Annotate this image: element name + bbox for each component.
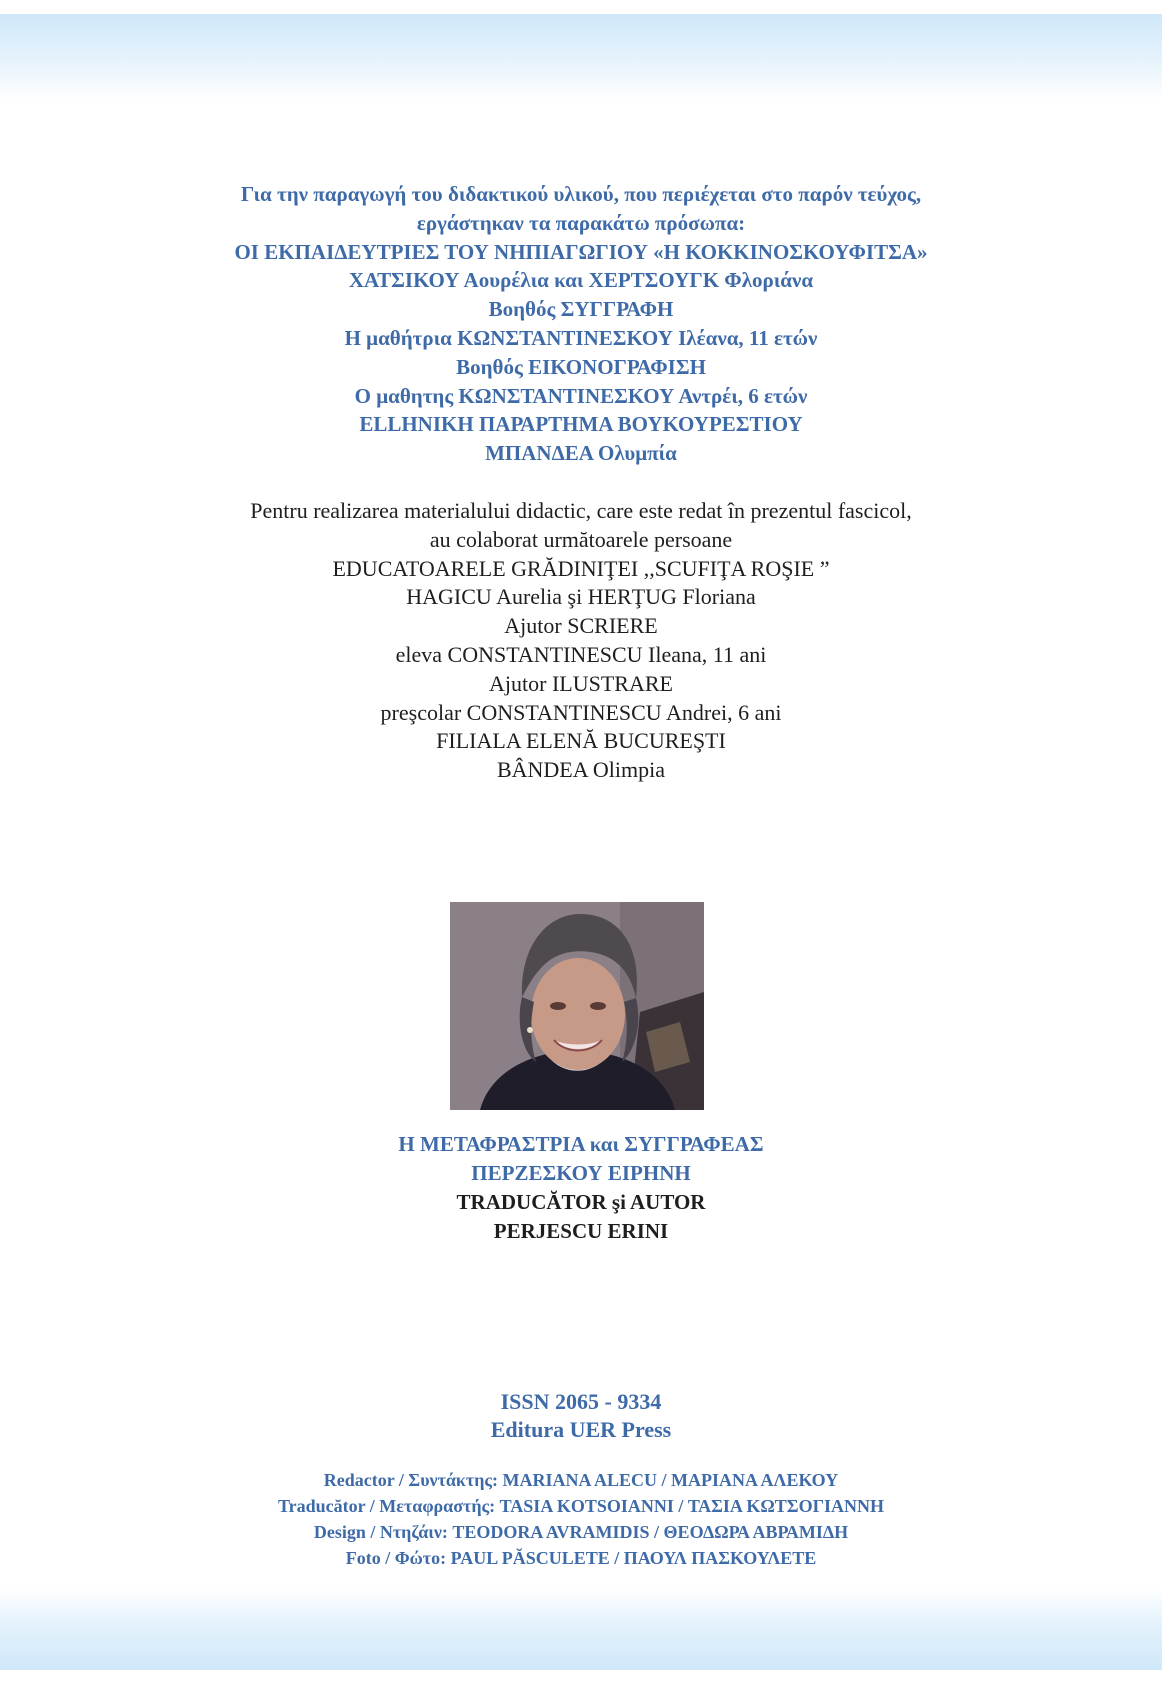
issn-number: ISSN 2065 - 9334	[500, 1389, 662, 1414]
greek-credit-line: ΜΠΑΝΔΕΑ Ολυμπία	[485, 441, 677, 466]
romanian-credit-line: BÂNDEA Olimpia	[496, 757, 666, 783]
greek-credit-line: Βοηθός ΕΙΚΟΝΟΓΡΑΦΙΣΗ	[456, 354, 706, 379]
romanian-credit-line: preşcolar CONSTANTINESCU Andrei, 6 ani	[380, 699, 782, 725]
romanian-credit-line: Ajutor ILUSTRARE	[489, 670, 673, 696]
author-portrait-photo	[450, 902, 704, 1110]
translator-credits	[0, 1130, 1162, 1246]
romanian-credit-line: FILIALA ELENĂ BUCUREŞTI	[436, 728, 726, 754]
staff-credit-line: Traducător / Μεταφραστής: TASIA KOTSOIANNI / ΤΑΣΙΑ ΚΩΤΣΟΓΙΑΝΝΗ	[277, 1496, 885, 1516]
greek-credit-line: ELLHNIKH ΠΑΡΑΡΤΗΜΑ ΒΟΥΚΟΥΡΕΣΤΙΟΥ	[359, 412, 803, 437]
staff-credit-line: Foto / Φώτο: PAUL PĂSCULETE / ΠΑΟΥΛ ΠΑΣΚΟΥΛΕΤΕ	[345, 1548, 817, 1568]
top-gradient-band	[0, 14, 1162, 100]
romanian-credit-line: EDUCATOARELE GRĂDINIŢEI ,,SCUFIŢA ROŞIE ”	[332, 555, 830, 581]
translator-role-greek: Η ΜΕΤΑΦΡΑΣΤΡΙΑ και ΣΥΓΓΡΑΦΕΑΣ	[398, 1132, 764, 1156]
romanian-credit-line: eleva CONSTANTINESCU Ileana, 11 ani	[395, 641, 767, 667]
staff-credits	[0, 1467, 1162, 1571]
romanian-credits-block	[0, 497, 1162, 785]
romanian-credit-line: au colaborat următoarele persoane	[429, 526, 733, 552]
translator-role-romanian: TRADUCĂTOR şi AUTOR	[456, 1190, 706, 1214]
translator-name-greek: ΠΕΡΖΕΣΚΟΥ ΕΙΡΗΝΗ	[471, 1161, 691, 1185]
greek-credit-line: Βοηθός ΣΥΓΓΡΑΦΗ	[488, 297, 674, 322]
greek-credit-line: ΧΑΤΣΙΚΟΥ Αουρέλια και ΧΕΡΤΣΟΥΓΚ Φλοριάνα	[348, 268, 814, 293]
greek-credit-line: Η μαθήτρια ΚΩΝΣΤΑΝΤΙΝΕΣΚΟΥ Ιλέανα, 11 ετών	[344, 325, 818, 350]
bottom-gradient-band	[0, 1588, 1162, 1670]
greek-credit-line: εργάστηκαν τα παρακάτω πρόσωπα:	[416, 210, 746, 235]
romanian-credit-line: HAGICU Aurelia şi HERŢUG Floriana	[406, 584, 756, 610]
staff-credit-line: Redactor / Συντάκτης: MARIANA ALECU / ΜΑΡΙΑΝΑ ΑΛΕΚΟΥ	[323, 1470, 839, 1490]
translator-name-romanian: PERJESCU ERINI	[493, 1219, 669, 1243]
greek-credit-line: ΟΙ ΕΚΠΑΙΔΕΥΤΡΙΕΣ ΤΟΥ ΝΗΠΙΑΓΩΓΙΟΥ «Η ΚΟΚΚΙΝΟΣΚΟΥΦΙΤΣΑ»	[234, 239, 928, 264]
romanian-credit-line: Pentru realizarea materialului didactic, care este redat în prezentul fascicol,	[250, 498, 912, 523]
staff-credit-line: Design / Ντηζάιν: TEODORA AVRAMIDIS / ΘΕΟΔΩΡΑ ΑΒΡΑΜΙΔΗ	[313, 1522, 849, 1542]
romanian-credit-line: Ajutor SCRIERE	[504, 613, 658, 639]
publication-info	[0, 1388, 1162, 1444]
greek-credit-line: Ο μαθητης ΚΩΝΣΤΑΝΤΙΝΕΣΚΟΥ Αντρέι, 6 ετών	[354, 383, 808, 408]
publisher-name: Editura UER Press	[490, 1417, 672, 1442]
greek-credit-line: Για την παραγωγή του διδακτικού υλικού, που περιέχεται στο παρόν τεύχος,	[240, 182, 922, 206]
greek-credits-block	[0, 180, 1162, 468]
